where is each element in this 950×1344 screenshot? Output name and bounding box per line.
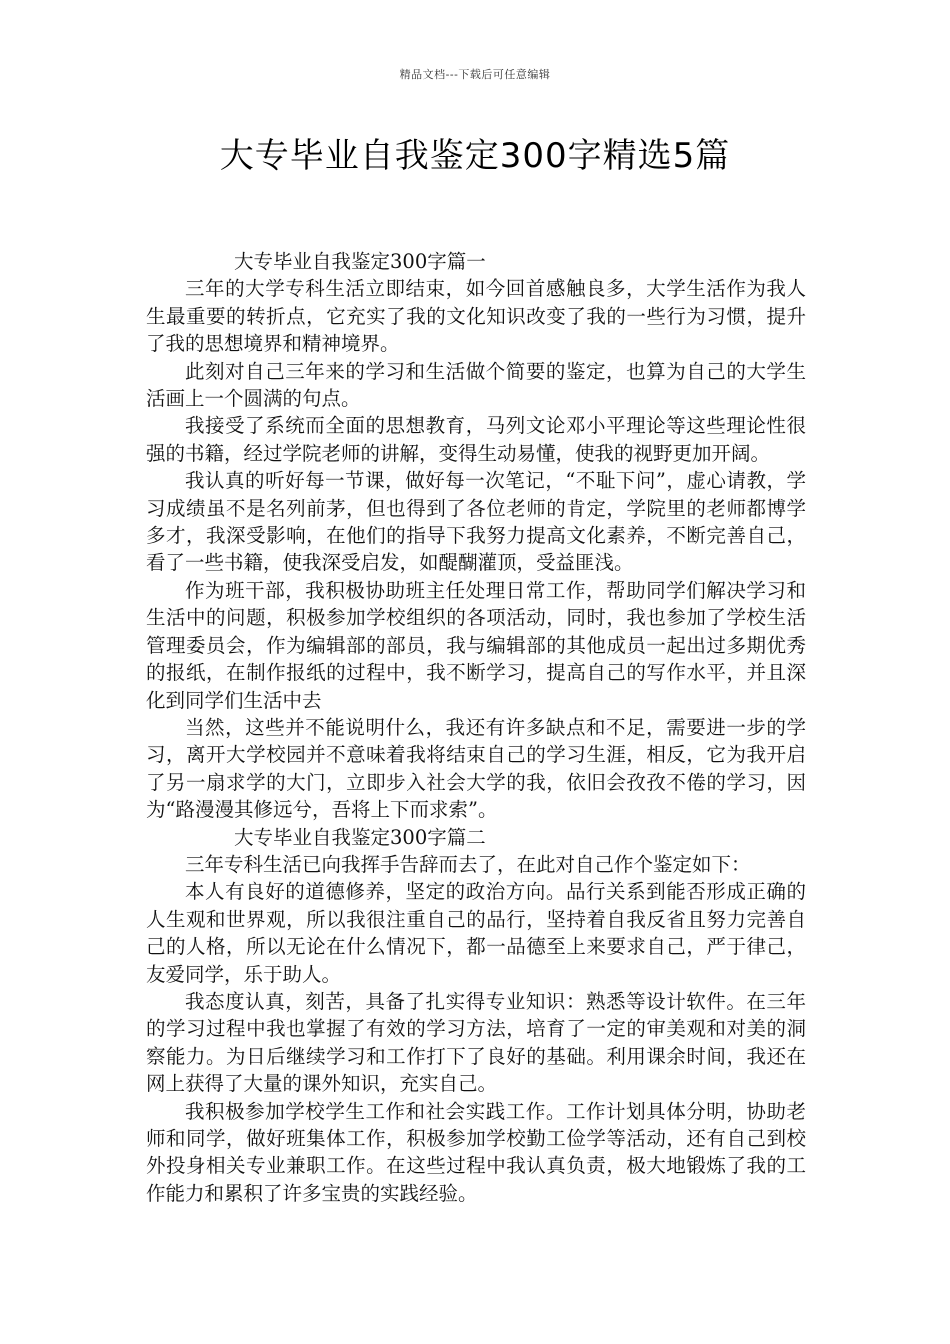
paragraph: 当然，这些并不能说明什么，我还有许多缺点和不足，需要进一步的学习，离开大学校园并不意味着我将结束自己的学习生涯，相反，它为我开启了另一扇求学的大门，立即步入社会大学的我，依旧会孜孜不倦的学习，因为“路漫漫其修远兮，吾将上下而求索”。	[146, 715, 806, 822]
paragraph: 三年专科生活已向我挥手告辞而去了，在此对自己作个鉴定如下：	[185, 852, 751, 876]
paragraph: 作为班干部，我积极协助班主任处理日常工作，帮助同学们解决学习和生活中的问题，积极参加学校组织的各项活动，同时，我也参加了学校生活管理委员会，作为编辑部的部员，我与编辑部的其他成员一起出过多期优秀的报纸，在制作报纸的过程中，我不断学习，提高自己的写作水平，并且深化到同学们生活中去	[146, 578, 806, 712]
paragraph: 此刻对自己三年来的学习和生活做个简要的鉴定，也算为自己的大学生活画上一个圆满的句点。	[146, 359, 806, 411]
paragraph: 我态度认真，刻苦，具备了扎实得专业知识：熟悉等设计软件。在三年的学习过程中我也掌握了有效的学习方法，培育了一定的审美观和对美的洞察能力。为日后继续学习和工作打下了良好的基础。利用课余时间，我还在网上获得了大量的课外知识，充实自己。	[146, 989, 806, 1096]
section-heading: 大专毕业自我鉴定300字篇二	[234, 825, 486, 849]
paragraph: 本人有良好的道德修养，坚定的政治方向。品行关系到能否形成正确的人生观和世界观，所以我很注重自己的品行，坚持着自我反省且努力完善自己的人格，所以无论在什么情况下，都一品德至上来要求自己，严于律己，友爱同学，乐于助人。	[146, 880, 806, 986]
paragraph: 三年的大学专科生活立即结束，如今回首感触良多，大学生活作为我人生最重要的转折点，它充实了我的文化知识改变了我的一些行为习惯，提升了我的思想境界和精神境界。	[146, 277, 806, 356]
paragraph: 我积极参加学校学生工作和社会实践工作。工作计划具体分明，协助老师和同学，做好班集体工作，积极参加学校勤工俭学等活动，还有自己到校外投身相关专业兼职工作。在这些过程中我认真负责，极大地锻炼了我的工作能力和累积了许多宝贵的实践经验。	[146, 1099, 806, 1205]
document-title: 大专毕业自我鉴定300字精选5篇	[219, 136, 731, 176]
section-heading: 大专毕业自我鉴定300字篇一	[234, 250, 486, 273]
document-body	[146, 248, 806, 1207]
paragraph: 我认真的听好每一节课，做好每一次笔记，“不耻下问”，虚心请教，学习成绩虽不是名列前茅，但也得到了各位老师的肯定，学院里的老师都博学多才，我深受影响，在他们的指导下我努力提高文化素养，不断完善自己，看了一些书籍，使我深受启发，如醍醐灌顶，受益匪浅。	[146, 469, 806, 575]
paragraph: 我接受了系统而全面的思想教育，马列文论邓小平理论等这些理论性很强的书籍，经过学院老师的讲解，变得生动易懂，使我的视野更加开阔。	[146, 414, 806, 465]
header-note: 精品文档---下载后可任意编辑	[399, 68, 551, 81]
